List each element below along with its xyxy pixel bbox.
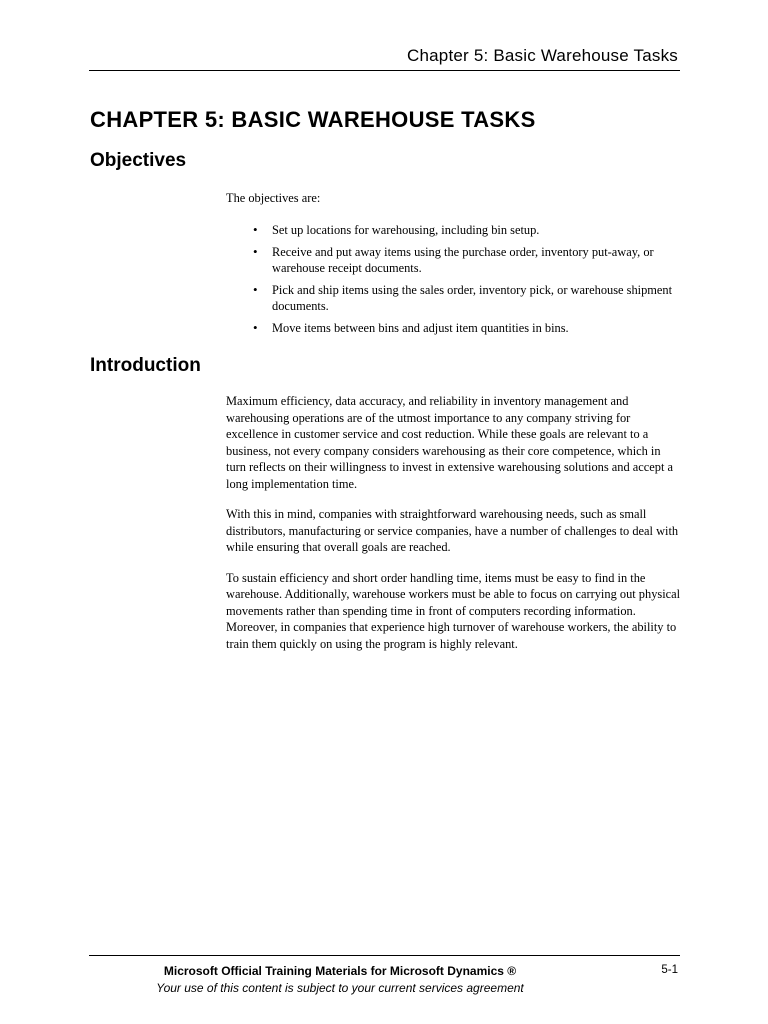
- introduction-heading: Introduction: [90, 355, 201, 376]
- header-divider: [89, 70, 680, 71]
- chapter-title: CHAPTER 5: BASIC WAREHOUSE TASKS: [90, 107, 536, 132]
- footer-title: Microsoft Official Training Materials for Microsoft Dynamics ®: [163, 964, 517, 978]
- objectives-intro-text: The objectives are:: [226, 191, 321, 205]
- running-header-title: Chapter 5: Basic Warehouse Tasks: [407, 46, 678, 65]
- introduction-paragraph: Maximum efficiency, data accuracy, and reliability in inventory management and warehousing operations are of the utmost importance to any company striving for excellence in customer service and cost reduction. While these goals are relevant to a business, not every company considers warehousing as their core competence, which in turn reflects on their willingness to invest in extensive warehousing solutions and accept a long implementation time.: [226, 394, 673, 491]
- footer-notice: Your use of this content is subject to your current services agreement: [156, 981, 524, 995]
- objective-item: • Move items between bins and adjust item quantities in bins.: [272, 320, 682, 337]
- introduction-paragraph: With this in mind, companies with straightforward warehousing needs, such as small distributors, manufacturing or service companies, have a number of challenges to deal with while ensuring that overall goals are reached.: [226, 507, 679, 554]
- introduction-paragraph: To sustain efficiency and short order handling time, items must be easy to find in the warehouse. Additionally, warehouse workers must be able to focus on carrying out physical movements rather than spending time in front of computers recording information. Moreover, in companies that experience high turnover of warehouse workers, the ability to train them quickly on using the program is highly relevant.: [226, 570, 681, 651]
- page-number: 5-1: [661, 964, 678, 976]
- objectives-heading: Objectives: [90, 150, 187, 171]
- objective-item: • Receive and put away items using the purchase order, inventory put-away, or warehouse receipt documents.: [272, 244, 682, 277]
- introduction-body: [226, 393, 681, 666]
- objectives-list: [272, 222, 682, 341]
- objective-item: • Set up locations for warehousing, including bin setup.: [272, 222, 682, 239]
- objective-item: • Pick and ship items using the sales order, inventory pick, or warehouse shipment documents.: [272, 282, 682, 315]
- footer-divider: [89, 955, 680, 956]
